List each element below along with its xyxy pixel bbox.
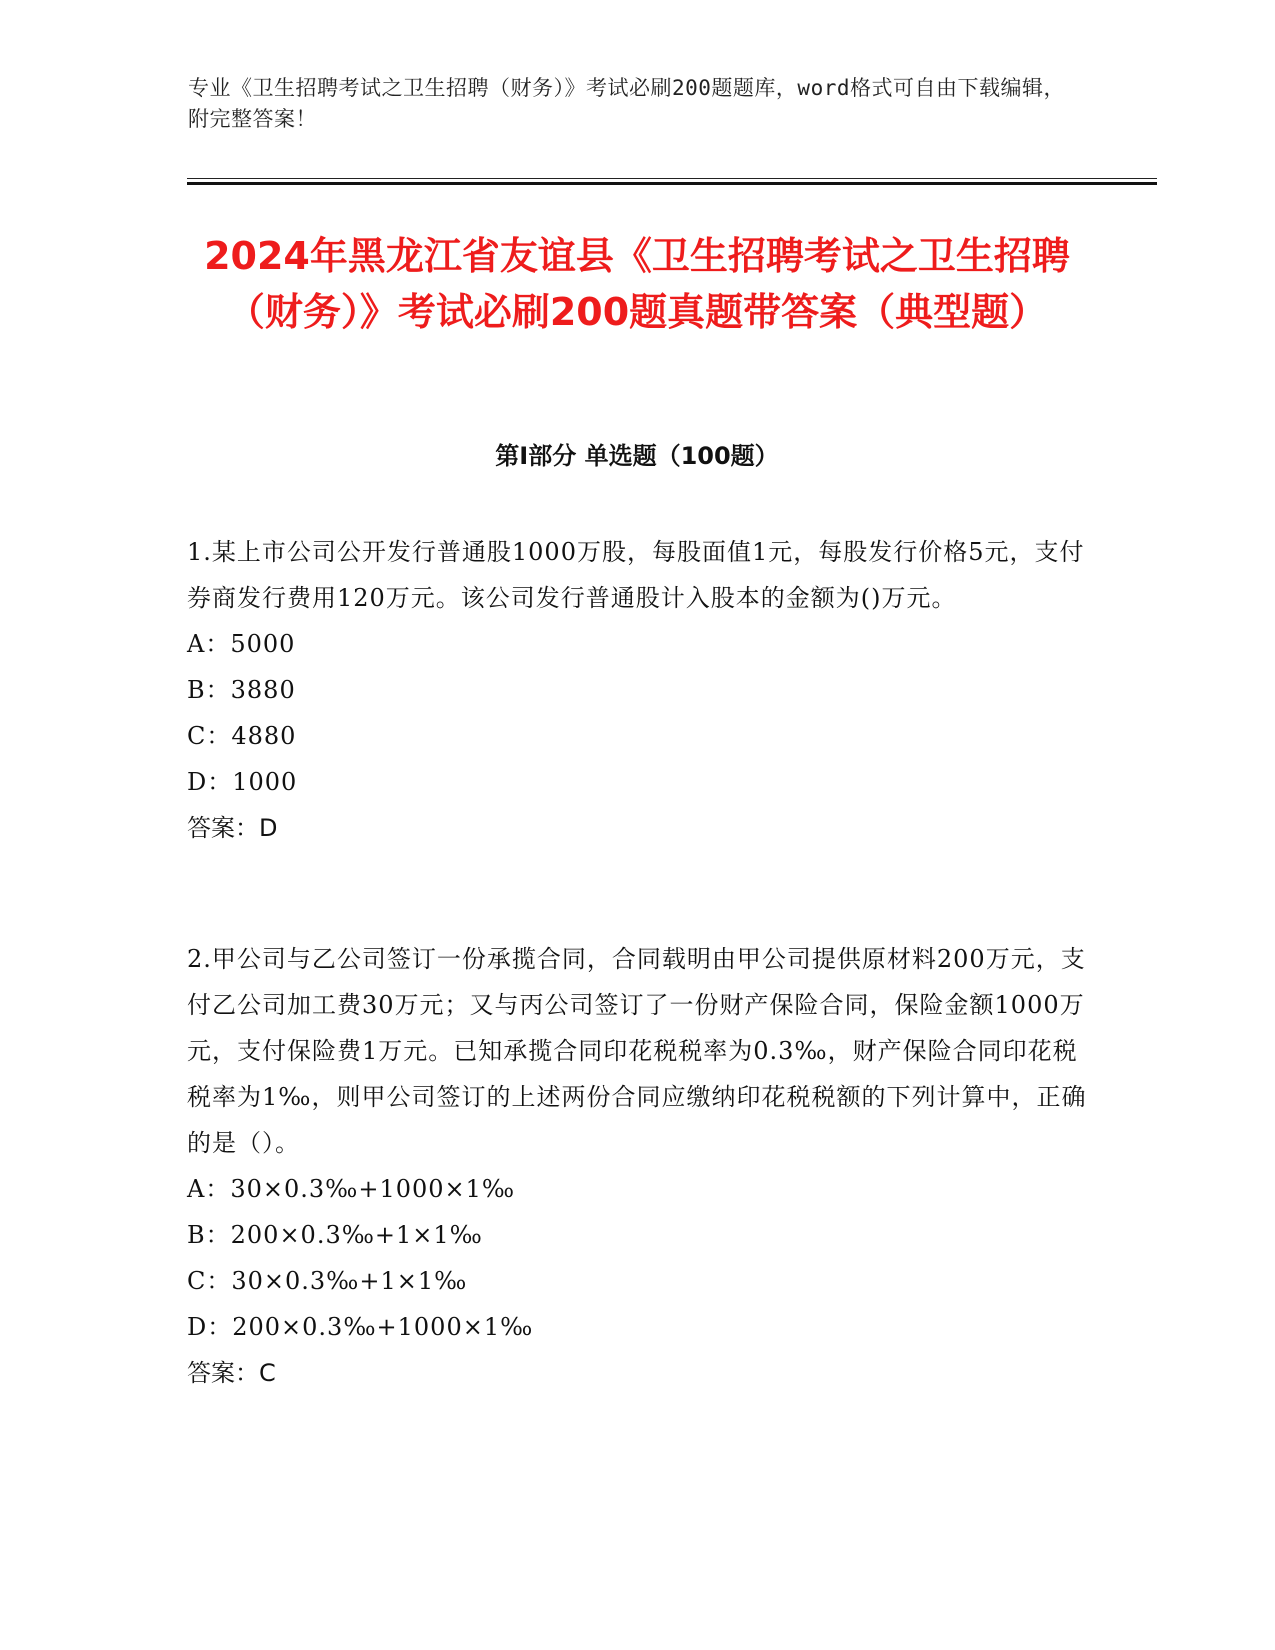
answer-line: 答案：D xyxy=(187,814,278,842)
header-divider-thick xyxy=(187,182,1157,185)
question-2 xyxy=(187,936,1087,1396)
option-d: D：1000 xyxy=(187,768,298,796)
option-c: C：30×0.3‰+1×1‰ xyxy=(187,1267,468,1295)
option-d: D：200×0.3‰+1000×1‰ xyxy=(187,1313,534,1341)
option-a: A：5000 xyxy=(187,630,296,658)
option-b: B：3880 xyxy=(187,676,296,704)
option-a: A：30×0.3‰+1000×1‰ xyxy=(187,1175,516,1203)
answer-line: 答案：C xyxy=(187,1359,276,1387)
document-title: 2024年黑龙江省友谊县《卫生招聘考试之卫生招聘（财务）》考试必刷200题真题带答案（典型题） xyxy=(204,234,1070,334)
header-note: 专业《卫生招聘考试之卫生招聘（财务）》考试必刷200题题库，word格式可自由下载编辑，附完整答案！ xyxy=(188,76,1065,131)
question-1 xyxy=(187,529,1087,851)
header-divider-thin xyxy=(187,178,1157,179)
section-heading: 第Ⅰ部分 单选题（100题） xyxy=(495,442,779,470)
question-stem: 1.某上市公司公开发行普通股1000万股，每股面值1元，每股发行价格5元，支付券商发行费用120万元。该公司发行普通股计入股本的金额为()万元。 xyxy=(187,538,1085,612)
option-b: B：200×0.3‰+1×1‰ xyxy=(187,1221,483,1249)
question-stem: 2.甲公司与乙公司签订一份承揽合同，合同载明由甲公司提供原材料200万元，支付乙公司加工费30万元；又与丙公司签订了一份财产保险合同，保险金额1000万元，支付保险费1万元。已知承揽合同印花税税率为0.3‰，财产保险合同印花税税率为1‰，则甲公司签订的上述两份合同应缴纳印花税税额的下列计算中，正确的是（）。 xyxy=(187,945,1087,1157)
option-c: C：4880 xyxy=(187,722,297,750)
